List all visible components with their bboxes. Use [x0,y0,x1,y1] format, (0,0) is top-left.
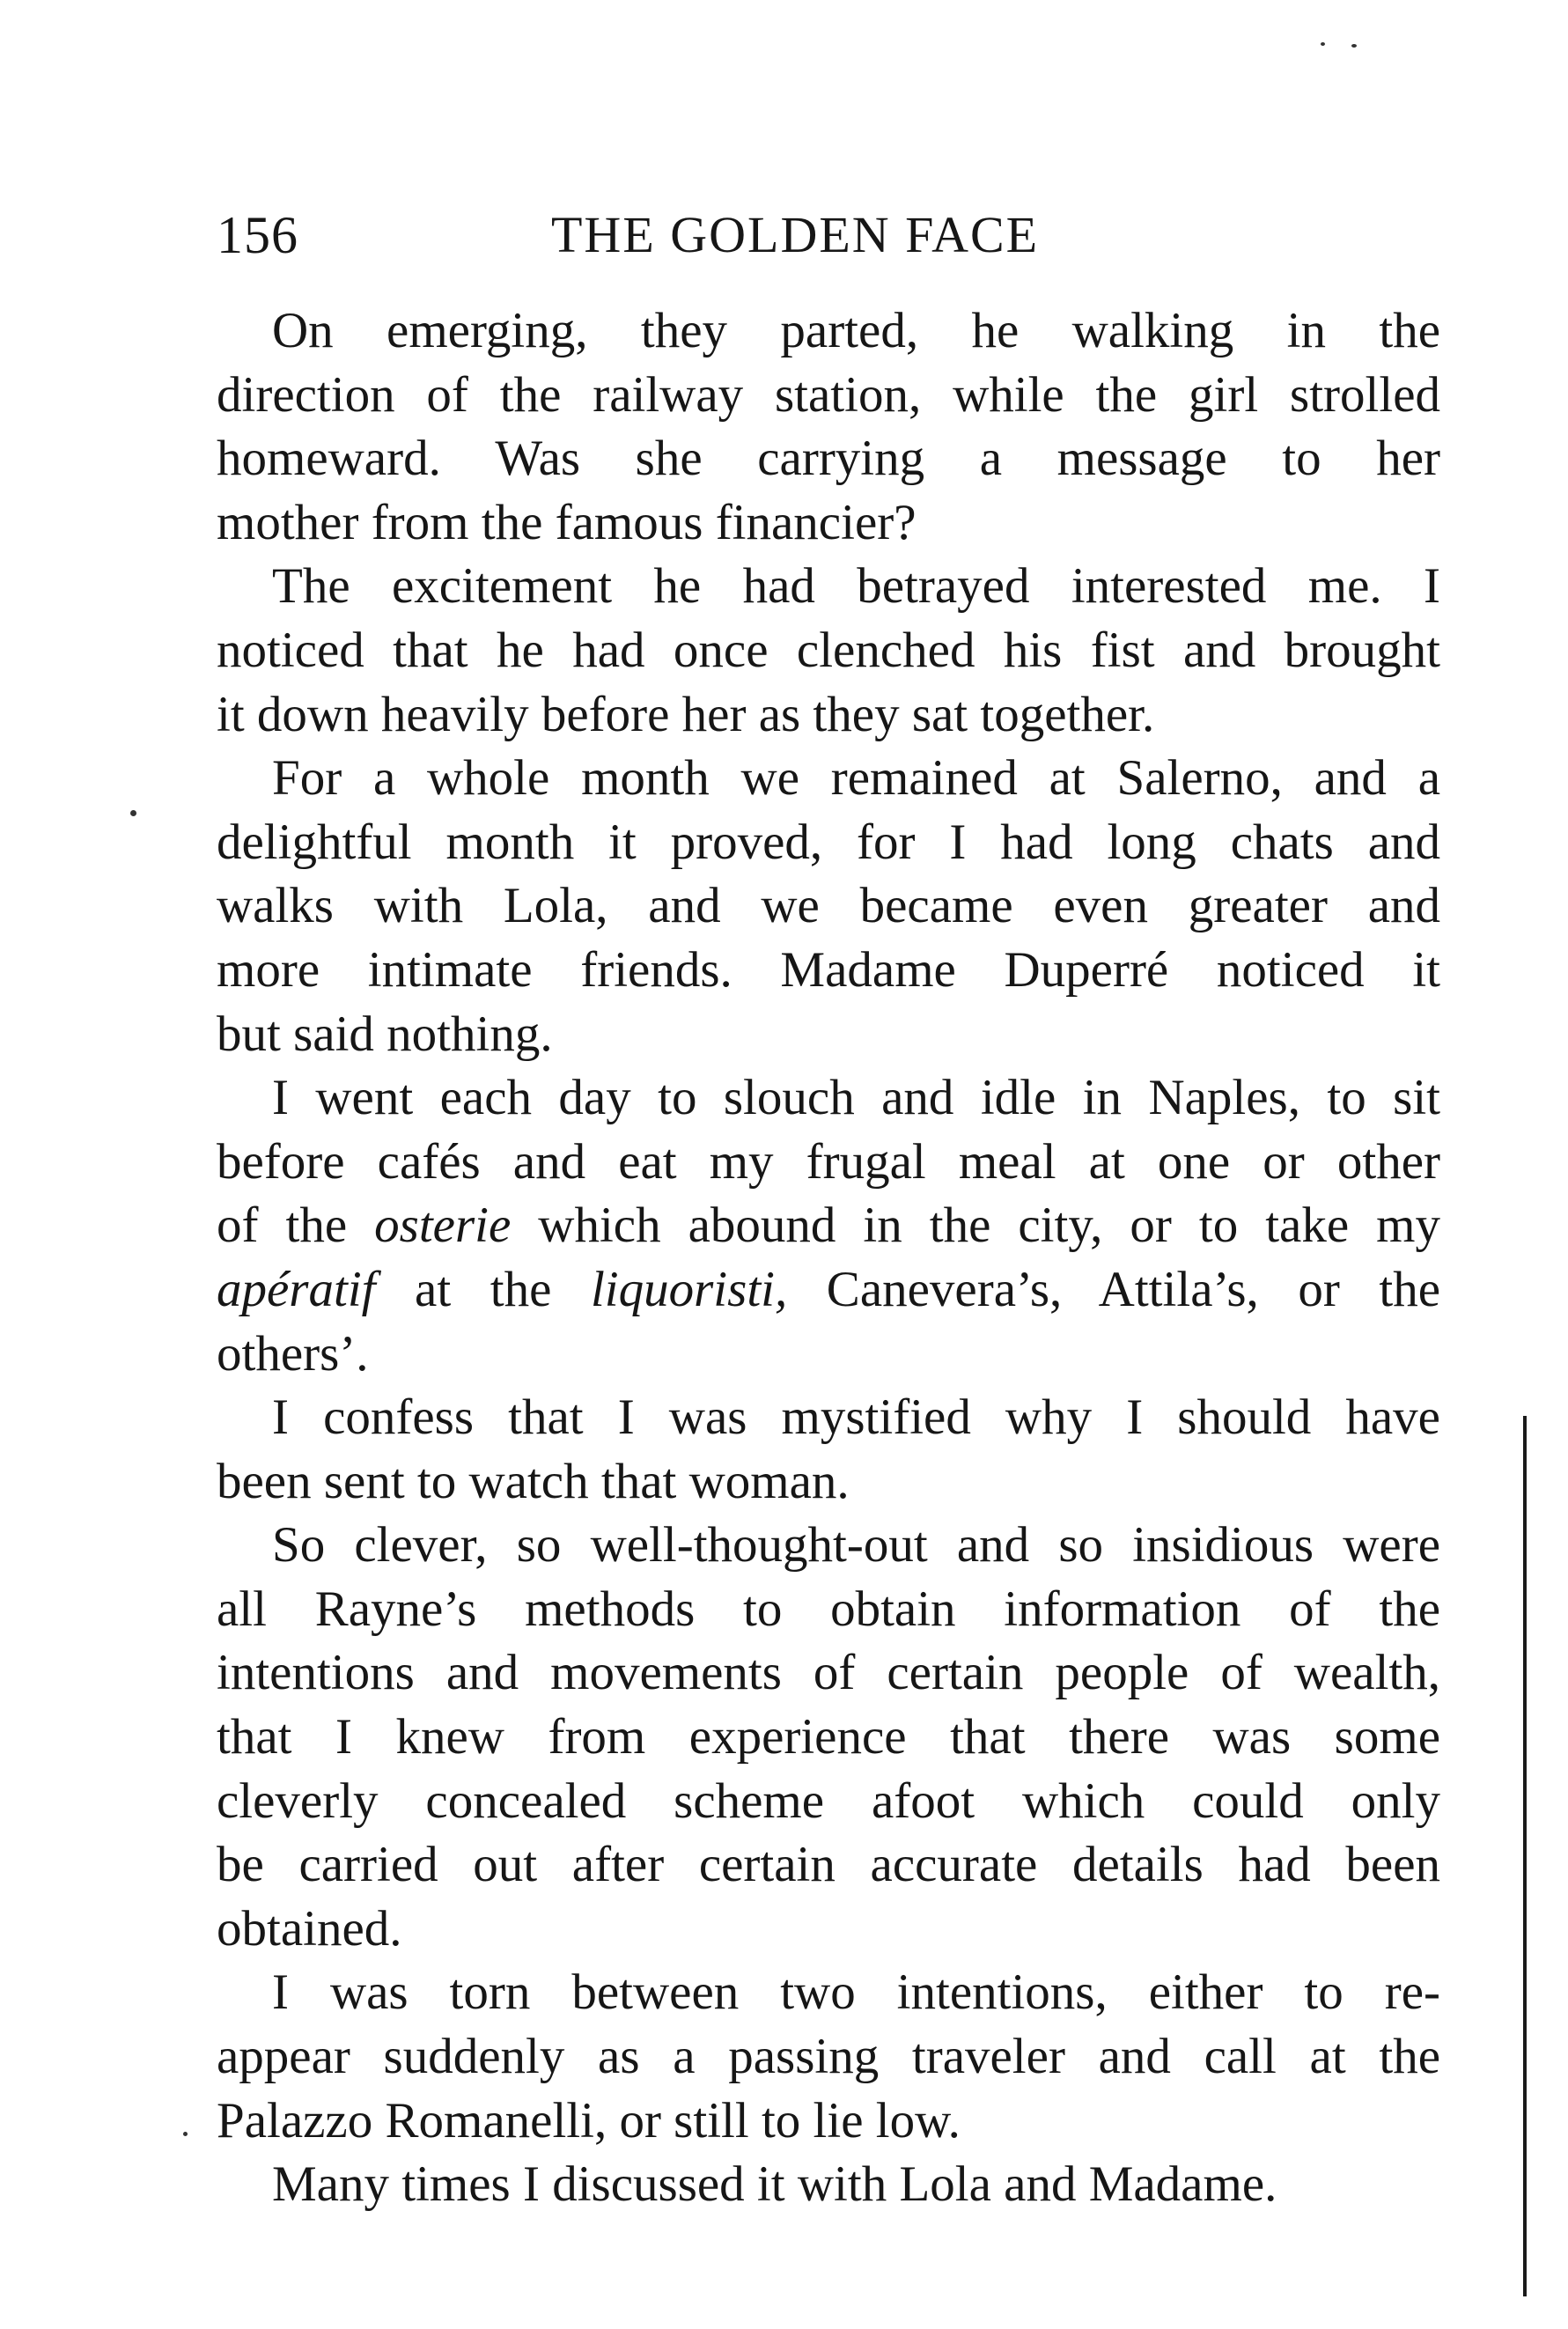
text-line: it down heavily before her as they sat together. [217,686,1155,742]
running-title: THE GOLDEN FACE [551,206,1040,263]
text-line: The excitement he had betrayed interested me. I [272,558,1440,615]
text-line: So clever, so well-thought-out and so insidious were [272,1517,1440,1574]
body-text [217,299,1440,2217]
text-line: I was torn between two intentions, either to re- [272,1964,1440,2021]
scan-speck [1321,42,1325,46]
text-line: mother from the famous financier? [217,494,917,550]
paragraph-6 [217,1514,1440,1961]
text-run: Canevera’s, Attila’s, or the [787,1261,1440,1317]
text-run: of the [217,1198,375,1254]
scan-speck [130,810,136,816]
text-line: Palazzo Romanelli, or still to lie low. [217,2092,961,2148]
scan-speck [183,2132,188,2136]
scan-speck [1351,44,1357,48]
text-line [217,1194,1440,1258]
text-line: walks with Lola, and we became even greater and [217,878,1440,934]
paragraph-4 [217,1066,1440,1386]
text-line: been sent to watch that woman. [217,1453,850,1509]
italic-term-osterie: osterie [374,1198,512,1254]
text-line: be carried out after certain accurate details had been [217,1837,1440,1893]
paragraph-3 [217,747,1440,1066]
text-line: intentions and movements of certain people of wealth, [217,1645,1440,1701]
text-line: On emerging, they parted, he walking in the [272,303,1440,358]
paragraph-8 [217,2153,1440,2217]
paragraph-7 [217,1961,1440,2153]
text-line: delightful month it proved, for I had long chats and [217,814,1440,870]
page-number: 156 [217,206,298,264]
text-line: homeward. Was she carrying a message to her [217,431,1440,487]
text-line: all Rayne’s methods to obtain information of the [217,1581,1440,1637]
running-head [217,195,1440,275]
paragraph-2 [217,555,1440,747]
text-line: noticed that he had once clenched his fist and brought [217,622,1440,678]
paragraph-1 [217,299,1440,555]
text-line: appear suddenly as a passing traveler and call at the [217,2029,1440,2085]
text-line: obtained. [217,1900,402,1957]
text-line: others’. [217,1325,369,1382]
text-line: direction of the railway station, while the girl strolled [217,366,1440,423]
text-run: which abound in the city, or to take my [511,1198,1441,1254]
paragraph-5 [217,1386,1440,1514]
text-line: I went each day to slouch and idle in Naples, to sit [272,1070,1440,1126]
italic-term-aperatif: apératif [217,1261,376,1317]
text-line: cleverly concealed scheme afoot which could only [217,1773,1440,1829]
italic-term-liquoristi: liquoristi, [590,1261,788,1317]
text-line: but said nothing. [217,1006,553,1062]
text-line: that I knew from experience that there was some [217,1709,1440,1765]
text-line: I confess that I was mystified why I should have [272,1389,1440,1446]
text-line: For a whole month we remained at Salerno, and a [272,750,1440,807]
text-run: at the [375,1261,591,1317]
text-line [217,1258,1440,1323]
text-line: Many times I discussed it with Lola and Madame. [272,2156,1277,2213]
text-line: before cafés and eat my frugal meal at one or other [217,1133,1440,1190]
text-line: more intimate friends. Madame Duperré noticed it [217,941,1440,998]
page-edge-line [1523,1416,1527,2296]
